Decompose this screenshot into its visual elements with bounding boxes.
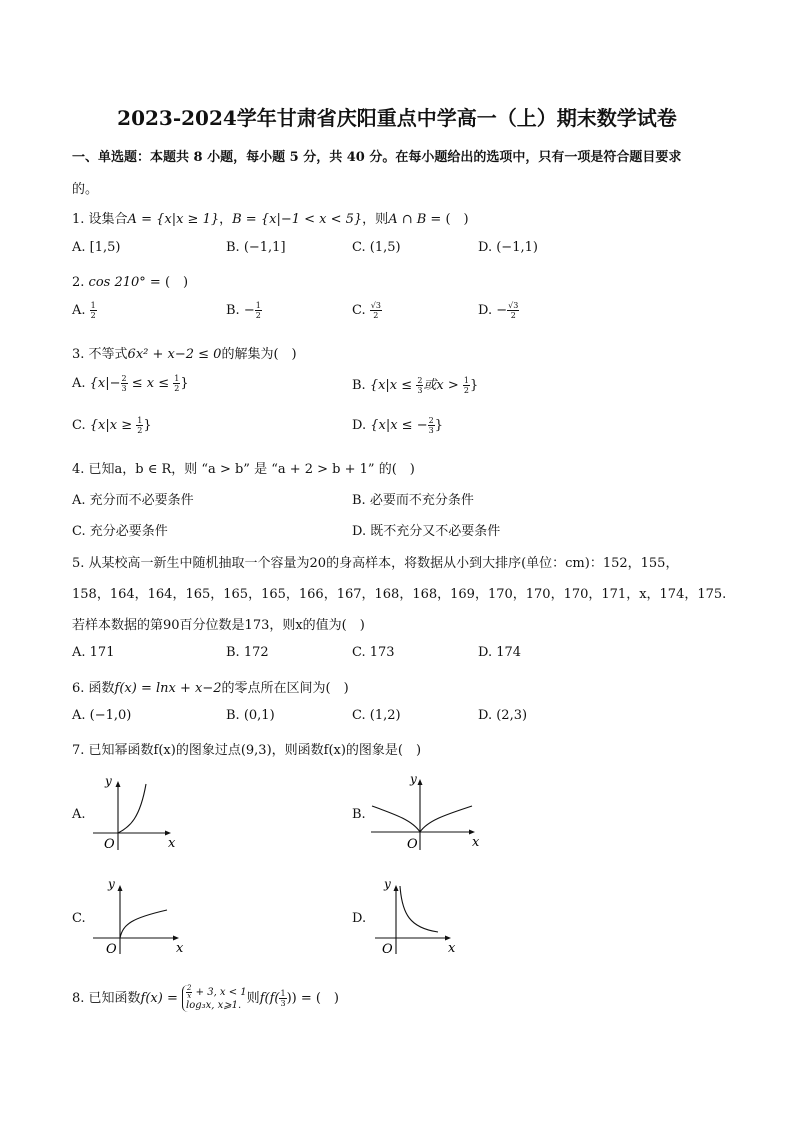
q8-case2: log₃x, x⩾1. [186,1000,242,1011]
q3-text: } [143,418,152,433]
q5-line1: 5. 从某校高一新生中随机抽取一个容量为20的身高样本，将数据从小到大排序(单位：cm)：152，155， [72,556,679,571]
q2-den: 2 [255,311,261,320]
q3-text: ≤ x ≤ [127,376,174,391]
q1-set-b: B = {x|−1 < x < 5} [232,212,363,227]
y-axis-arrow [418,779,423,785]
q2-option-a[interactable] [72,301,97,320]
x-label: x [168,836,176,851]
x-axis-arrow [173,936,179,941]
q5-line3: 若样本数据的第90百分位数是173，则x的值为( ) [72,618,365,633]
q7-option-a-label[interactable]: A. [72,807,86,822]
q2-option-sign: − [496,303,508,318]
q2-den: 2 [510,311,516,320]
q2-expr: cos 210° [88,275,146,290]
x-label: x [448,941,456,956]
q8-case1-num: 2 [187,984,192,992]
q2-option-d[interactable] [478,301,519,320]
q8-case1-den: x [187,992,192,1000]
origin-label: O [407,837,418,852]
q4-stem: 4. 已知a，b ∈ R，则 “a > b” 是 “a + 2 > b + 1” 的( ) [72,462,415,477]
q2-den: 2 [90,311,96,320]
q7-graph-b[interactable] [366,770,486,852]
q3-text: {x|− [89,376,121,391]
y-label: y [108,877,115,891]
q2-option-label: B. [226,303,244,318]
q5-line2: 158，164，164，165，165，165，166，167，168，168，169，170，170，170，171，x，174，175. [72,587,727,602]
curve [400,886,438,932]
q3-option-c[interactable] [72,416,152,435]
q1-stem-text3: = ( ) [426,212,469,227]
q6-expr: f(x) = lnx + x−2 [114,681,222,696]
q1-expr: A ∩ B [388,212,427,227]
q8-num: 1 [280,989,286,998]
q5-option-b[interactable]: B. 172 [226,645,269,660]
y-axis-arrow [116,781,121,787]
origin-label: O [104,837,115,852]
q4-option-d[interactable]: D. 既不充分又不必要条件 [352,524,501,539]
q3-stem-text2: 的解集为( ) [221,347,297,362]
x-axis-arrow [469,830,475,835]
q8-case1 [186,985,247,1000]
origin-label: O [106,942,117,956]
q2-fraction [90,301,97,320]
y-axis-arrow [394,885,399,891]
q8-expr2: f(f( [259,991,280,1006]
q6-option-b[interactable]: B. (0,1) [226,708,275,723]
curve [120,910,167,938]
q8-case1-rest: + 3, x < 1 [192,987,247,998]
x-axis-arrow [165,831,171,836]
q6-option-c[interactable]: C. (1,2) [352,708,401,723]
page-title: 2023-2024学年甘肃省庆阳重点中学高一（上）期末数学试卷 [117,106,677,130]
q3-den: 3 [417,386,423,395]
q1-stem-text2: ，则 [362,212,389,227]
q3-den: 2 [137,426,143,435]
q1-set-a: A = {x|x ≥ 1} [127,212,220,227]
q3-den: 3 [121,384,127,393]
q1-option-d[interactable]: D. (−1,1) [478,240,538,255]
q3-option-a[interactable] [72,374,189,393]
q3-fraction [428,416,435,435]
q1-stem [72,208,469,227]
q2-stem [72,271,188,290]
q7-option-b-label[interactable]: B. [352,807,366,822]
q2-option-label: C. [352,303,370,318]
q1-option-c[interactable]: C. (1,5) [352,240,401,255]
q2-fraction [507,301,519,320]
q5-option-d[interactable]: D. 174 [478,645,522,660]
q7-graph-a[interactable] [88,770,188,852]
q2-stem-text: 2. [72,275,89,290]
q2-option-label: A. [72,303,90,318]
q4-option-c[interactable]: C. 充分必要条件 [72,524,168,539]
q8-stem-text2: 则 [246,991,260,1006]
q2-fraction [255,301,262,320]
q7-graph-d[interactable] [370,872,466,956]
q3-stem [72,343,297,362]
q3-option-d[interactable] [352,416,443,435]
y-label: y [105,774,112,788]
q3-text: } [434,418,443,433]
q6-option-d[interactable]: D. (2,3) [478,708,528,723]
q3-option-label: A. [72,376,90,391]
q3-fraction [121,374,128,393]
q8-stem [72,985,339,1012]
q2-num: √3 [508,301,519,310]
q1-option-b[interactable]: B. (−1,1] [226,240,286,255]
x-label: x [176,941,184,956]
q3-text: } [180,376,189,391]
q1-sep: ， [219,212,233,227]
q3-num: 1 [463,376,469,385]
q2-option-b[interactable] [226,301,262,320]
y-label: y [410,772,417,786]
q1-option-a[interactable]: A. [1,5) [72,240,121,255]
q7-option-c-label[interactable]: C. [72,911,86,926]
q3-text: 或x > [423,378,463,393]
q4-option-a[interactable]: A. 充分而不必要条件 [72,493,194,508]
q7-graph-c[interactable] [88,872,192,956]
q3-num: 2 [121,374,127,383]
q3-text: {x|x ≤ [369,378,417,393]
q3-stem-text: 3. 不等式 [72,347,128,362]
section-header-line1: 一、单选题：本题共 8 小题，每小题 5 分，共 40 分。在每小题给出的选项中，只有一项是符合题目要求 [72,150,682,165]
q3-den: 2 [174,384,180,393]
origin-label: O [382,942,393,956]
q3-num: 2 [417,376,423,385]
q3-text: {x|x ≤ − [370,418,428,433]
q3-den: 2 [463,386,469,395]
q4-option-b[interactable]: B. 必要而不充分条件 [352,493,474,508]
q2-den: 2 [373,311,379,320]
q2-option-c[interactable] [352,301,382,320]
q5-option-a[interactable]: A. 171 [72,645,115,660]
q2-stem-text2: = ( ) [145,275,189,290]
q8-den: 3 [280,999,286,1008]
q8-expr2-end: )) = ( ) [286,991,340,1006]
q2-num: √3 [370,301,381,310]
q8-stem-text: 8. 已知函数 [72,991,141,1006]
q2-num: 1 [255,301,261,310]
q6-stem [72,677,349,696]
q2-num: 1 [90,301,96,310]
q5-option-c[interactable]: C. 173 [352,645,395,660]
q6-option-a[interactable]: A. (−1,0) [72,708,132,723]
q7-stem: 7. 已知幂函数f(x)的图象过点(9,3)，则函数f(x)的图象是( ) [72,743,422,758]
x-axis-arrow [445,936,451,941]
q2-fraction [370,301,382,320]
q8-fraction [279,989,286,1008]
q3-option-label: D. [352,418,371,433]
q2-option-sign: − [243,303,255,318]
q3-num: 1 [137,416,143,425]
q8-expr: f(x) = [140,991,178,1006]
q7-option-d-label[interactable]: D. [352,911,367,926]
y-axis-arrow [118,885,123,891]
q2-option-label: D. [478,303,497,318]
q3-expr: 6x² + x−2 ≤ 0 [127,347,222,362]
q3-text: } [470,378,479,393]
section-header-line2: 的。 [72,182,99,197]
curve [118,784,146,833]
curve [372,806,472,832]
q3-option-b[interactable] [352,374,478,395]
y-label: y [384,877,391,891]
q3-num: 2 [428,416,434,425]
x-label: x [472,835,480,850]
q3-fraction [463,376,470,395]
q3-option-label: B. [352,378,370,393]
q8-piecewise [182,985,247,1012]
q3-option-label: C. [72,418,90,433]
q3-text: {x|x ≥ [89,418,137,433]
q6-stem-text: 6. 函数 [72,681,115,696]
q3-den: 3 [428,426,434,435]
q1-stem-text: 1. 设集合 [72,212,128,227]
q3-num: 1 [174,374,180,383]
q6-stem-text2: 的零点所在区间为( ) [221,681,349,696]
